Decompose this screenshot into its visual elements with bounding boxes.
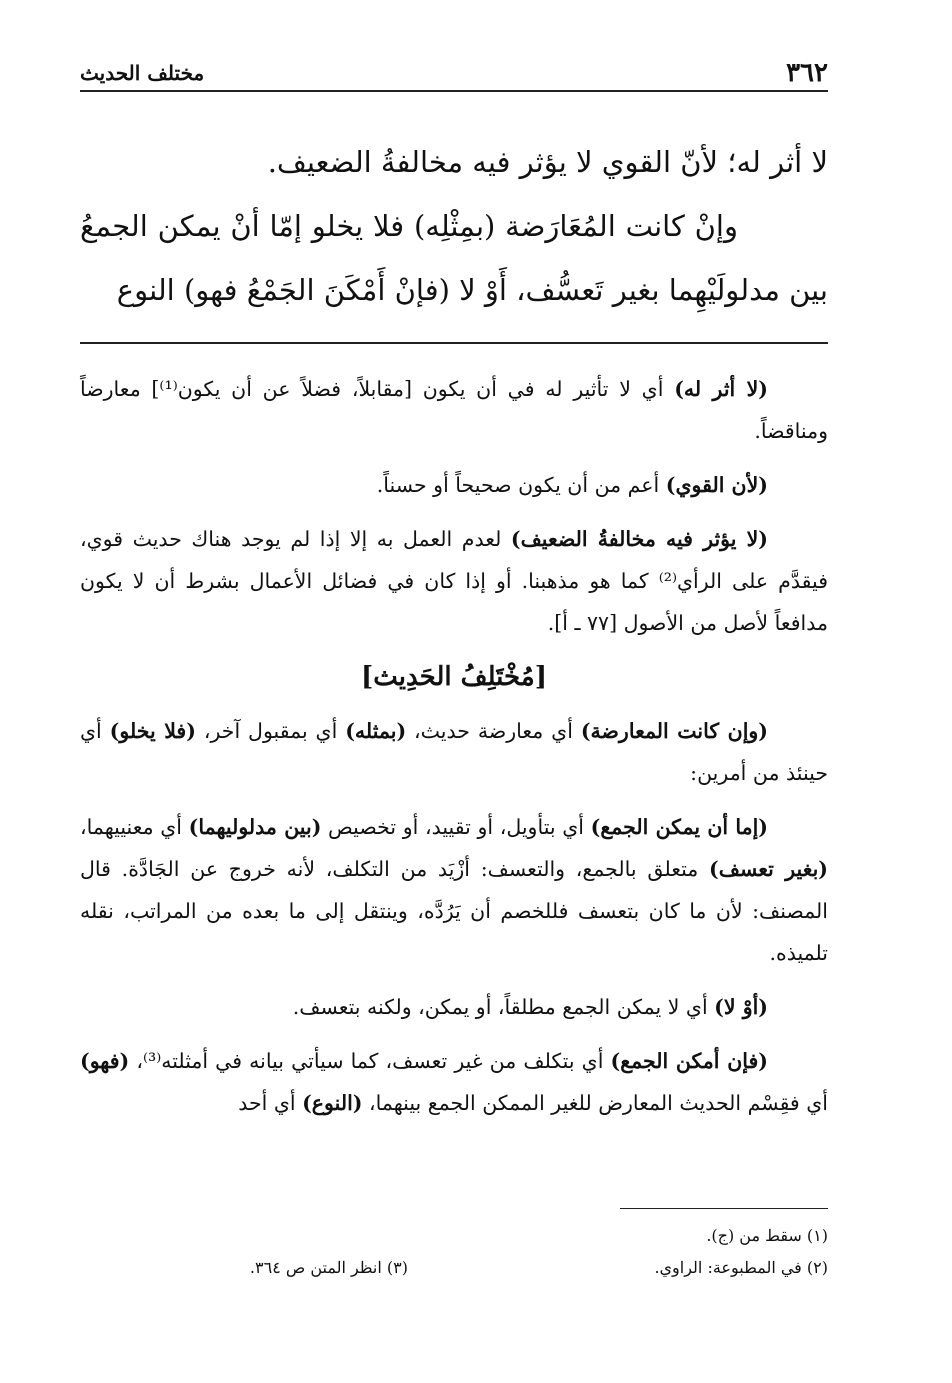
commentary-paragraph: (لا يؤثر فيه مخالفةُ الضعيف) لعدم العمل به إلا إذا لم يوجد هناك حديث قوي، فيقدَّم على الرأي⁽²⁾ كما هو مذهبنا. أو إذا كان في فضائل الأعمال بشرط أن لا يكون مدافعاً لأصل من الأصول [٧٧ ـ أ].: [80, 527, 828, 635]
page-number: ٣٦٢: [786, 58, 828, 88]
footnote-divider: [620, 1208, 828, 1209]
commentary: [80, 368, 828, 1136]
footnote-3: (٣) انظر المتن ص ٣٦٤.: [249, 1258, 408, 1277]
section-divider: [80, 342, 828, 344]
section-title: [مُخْتَلِفُ الحَدِيث]: [360, 662, 548, 692]
footnotes: [80, 1220, 828, 1284]
commentary-paragraph: (لا أثر له) أي لا تأثير له في أن يكون [مقابلاً، فضلاً عن أن يكون⁽¹⁾] معارضاً ومناقضاً.: [80, 377, 828, 443]
main-text: [80, 130, 828, 322]
commentary-paragraph: (إما أن يمكن الجمع) أي بتأويل، أو تقييد، أو تخصيص (بين مدلوليهما) أي معنييهما، (بغير تعسف) متعلق بالجمع، والتعسف: أزْيَد من التكلف، لأنه خروج عن الجَادَّة. قال المصنف: لأن ما كان بتعسف فللخصم أن يَرُدَّه، وينتقل إلى ما بعده من المراتب، نقله تلميذه.: [80, 815, 829, 965]
page-header: [80, 56, 828, 92]
running-title: مختلف الحديث: [80, 61, 205, 85]
commentary-paragraph: (لأن القوي) أعم من أن يكون صحيحاً أو حسناً.: [376, 473, 768, 497]
footnote-1: (١) سقط من (ج).: [706, 1226, 828, 1245]
commentary-paragraph: (فإن أمكن الجمع) أي بتكلف من غير تعسف، كما سيأتي بيانه في أمثلته⁽³⁾، (فهو) أي فقِسْم الحديث المعارض للغير الممكن الجمع بينهما، (النوع) أي أحد: [80, 1049, 828, 1115]
main-paragraph-1: لا أثر له؛ لأنّ القوي لا يؤثر فيه مخالفةُ الضعيف.: [267, 145, 828, 179]
commentary-paragraph: (أوْ لا) أي لا يمكن الجمع مطلقاً، أو يمكن، ولكنه بتعسف.: [292, 995, 768, 1019]
main-paragraph-2: وإنْ كانت المُعَارَضة (بمِثْلِه) فلا يخلو إمّا أنْ يمكن الجمعُ بين مدلولَيْهِما بغير تَعسُّف، أَوْ لا (فإنْ أَمْكَنَ الجَمْعُ فهو) النوع: [80, 209, 828, 307]
commentary-paragraph: (وإن كانت المعارضة) أي معارضة حديث، (بمثله) أي بمقبول آخر، (فلا يخلو) أي حينئذ من أمرين:: [80, 719, 828, 785]
footnote-2: (٢) في المطبوعة: الراوي.: [654, 1258, 828, 1277]
